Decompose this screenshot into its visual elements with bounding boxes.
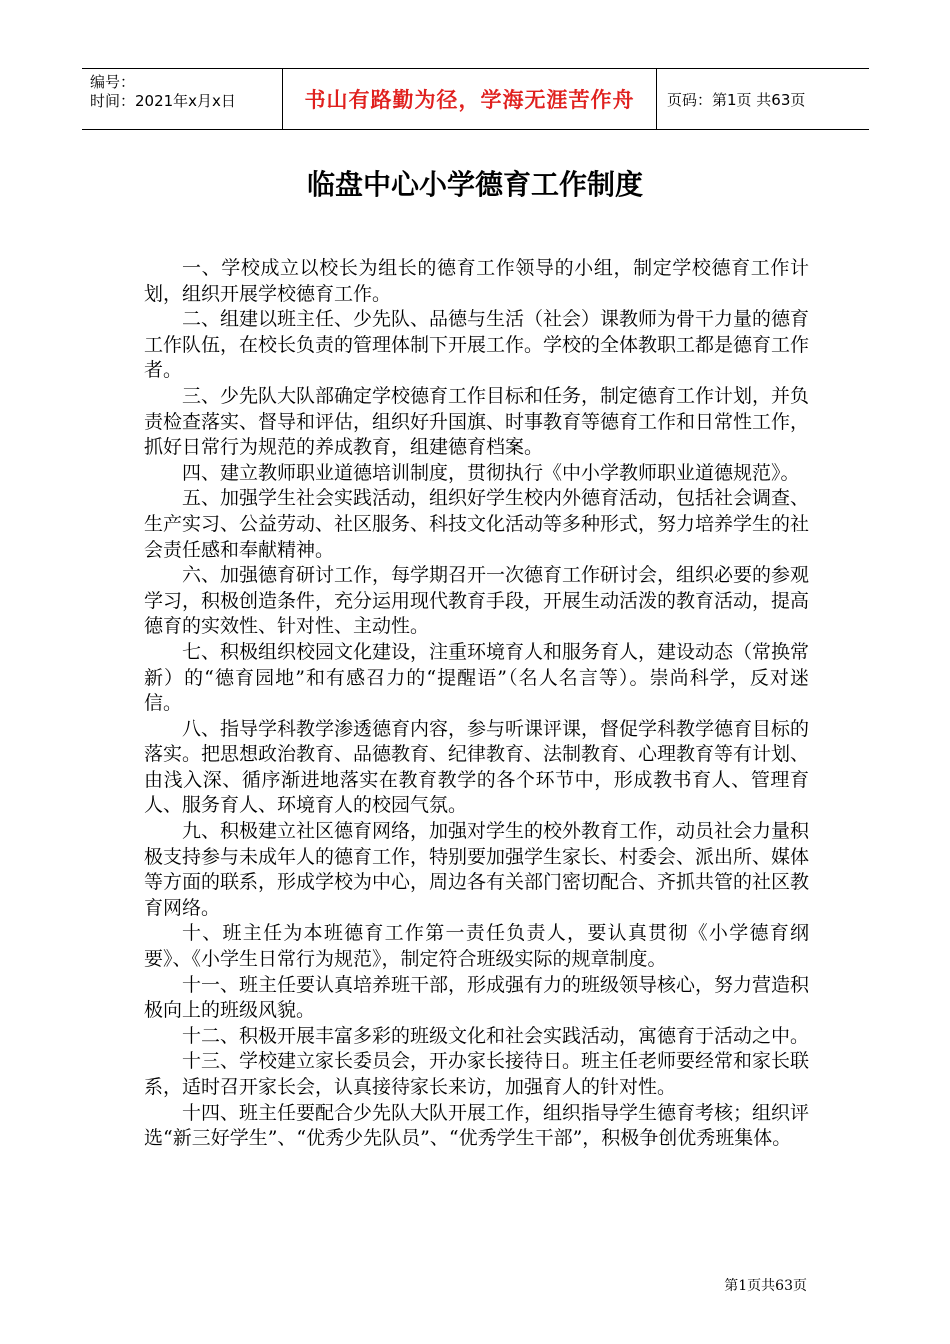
header-motto-cell: [282, 69, 657, 129]
header-meta: [82, 69, 282, 129]
document-number-label: 编号：: [90, 73, 136, 91]
header-page-cell: [657, 69, 869, 129]
body-paragraph: 七、积极组织校园文化建设，注重环境育人和服务育人，建设动态（常换常新）的“德育园地”和有感召力的“提醒语”（名人名言等）。崇尚科学，反对迷信。: [144, 640, 810, 715]
body-paragraph: 十一、班主任要认真培养班干部，形成强有力的班级领导核心，努力营造积极向上的班级风貌。: [144, 973, 810, 1022]
body-paragraph: 八、指导学科教学渗透德育内容，参与听课评课，督促学科教学德育目标的落实。把思想政治教育、品德教育、纪律教育、法制教育、心理教育等有计划、由浅入深、循序渐进地落实在教育教学的各个环节中，形成教书育人、管理育人、服务育人、环境育人的校园气氛。: [144, 717, 810, 817]
page-header: [82, 68, 869, 130]
body-paragraph: 十四、班主任要配合少先队大队开展工作，组织指导学生德育考核；组织评选“新三好学生”、“优秀少先队员”、“优秀学生干部”，积极争创优秀班集体。: [144, 1101, 810, 1150]
document-title: 临盘中心小学德育工作制度: [306, 168, 643, 201]
page-footer: 第1页共63页: [724, 1278, 807, 1294]
body-paragraph: 十三、学校建立家长委员会，开办家长接待日。班主任老师要经常和家长联系，适时召开家长会，认真接待家长来访，加强育人的针对性。: [144, 1050, 810, 1098]
body-paragraph: 五、加强学生社会实践活动，组织好学生校内外德育活动，包括社会调查、生产实习、公益劳动、社区服务、科技文化活动等多种形式，努力培养学生的社会责任感和奉献精神。: [144, 487, 810, 561]
body-paragraph: 九、积极建立社区德育网络，加强对学生的校外教育工作，动员社会力量积极支持参与未成年人的德育工作，特别要加强学生家长、村委会、派出所、媒体等方面的联系，形成学校为中心，周边各有关部门密切配合、齐抓共管的社区教育网络。: [144, 820, 810, 919]
body-paragraph: 三、少先队大队部确定学校德育工作目标和任务，制定德育工作计划，并负责检查落实、督导和评估，组织好升国旗、时事教育等德育工作和日常性工作，抓好日常行为规范的养成教育，组建德育档案。: [144, 384, 810, 459]
document-time-label: 时间：2021年x月x日: [90, 92, 236, 110]
body-paragraph: 六、加强德育研讨工作，每学期召开一次德育工作研讨会，组织必要的参观学习，积极创造条件，充分运用现代教育手段，开展生动活泼的教育活动，提高德育的实效性、针对性、主动性。: [144, 564, 810, 638]
document-body: [144, 256, 809, 1152]
body-paragraph: 一、学校成立以校长为组长的德育工作领导的小组，制定学校德育工作计划，组织开展学校德育工作。: [144, 257, 809, 305]
body-paragraph: 二、组建以班主任、少先队、品德与生活（社会）课教师为骨干力量的德育工作队伍，在校长负责的管理体制下开展工作。学校的全体教职工都是德育工作者。: [144, 308, 810, 382]
header-page-number: 页码：第1页 共63页: [667, 90, 806, 109]
body-paragraph: 四、建立教师职业道德培训制度，贯彻执行《中小学教师职业道德规范》。: [182, 461, 800, 484]
header-motto: 书山有路勤为径，学海无涯苦作舟: [304, 88, 635, 112]
body-paragraph: 十二、积极开展丰富多彩的班级文化和社会实践活动，寓德育于活动之中。: [182, 1024, 810, 1047]
body-paragraph: 十、班主任为本班德育工作第一责任负责人，要认真贯彻《小学德育纲要》、《小学生日常行为规范》，制定符合班级实际的规章制度。: [144, 922, 809, 971]
